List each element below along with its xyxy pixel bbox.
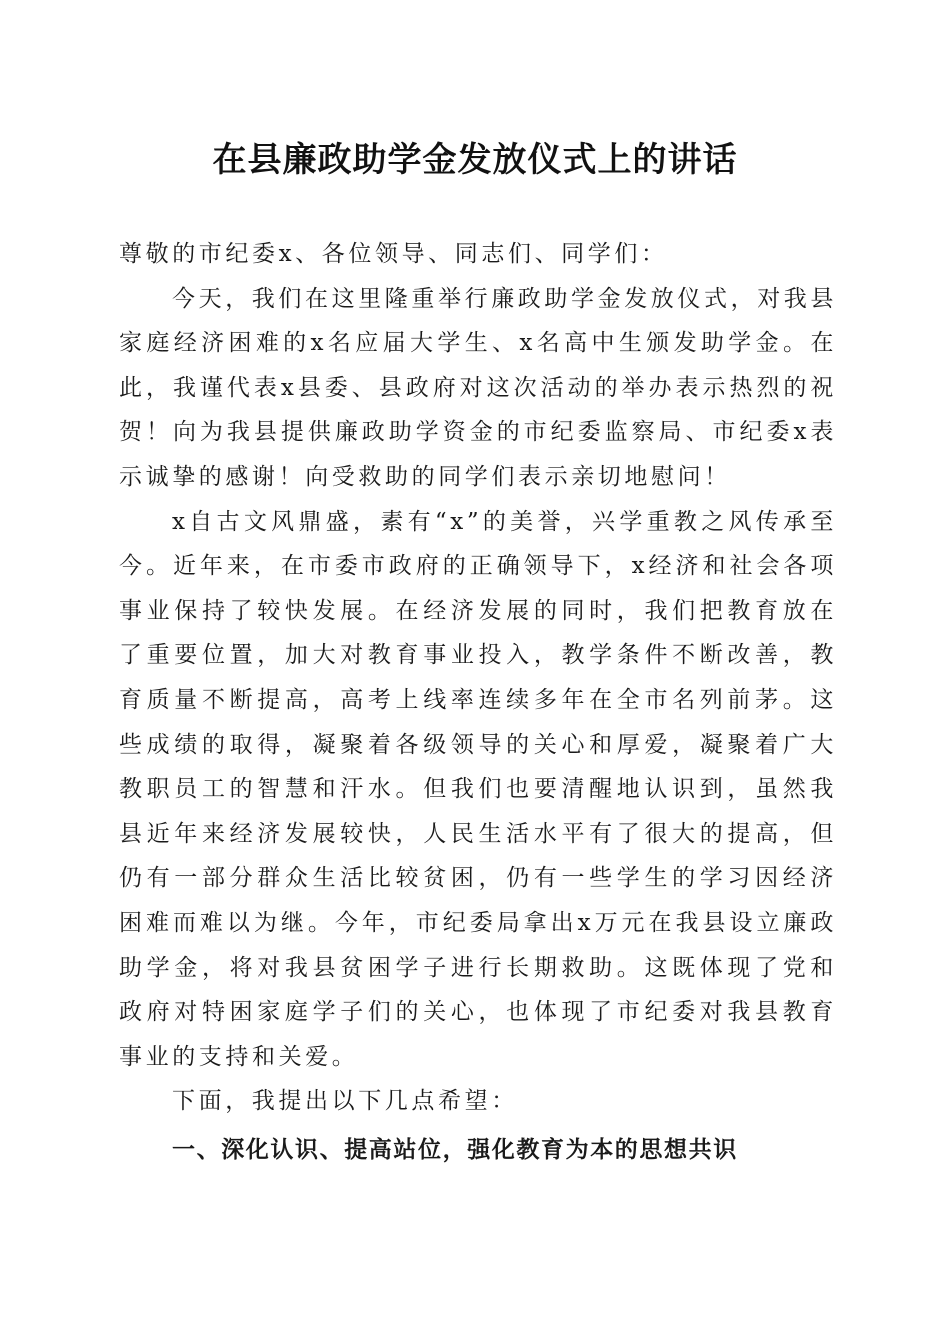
salutation: 尊敬的市纪委x、各位领导、同志们、同学们：	[119, 241, 668, 267]
page-title: 在县廉政助学金发放仪式上的讲话	[212, 140, 738, 180]
paragraph-opening: 今天，我们在这里隆重举行廉政助学金发放仪式，对我县家庭经济困难的x名应届大学生、x名高中生颁发助学金。在此，我谨代表x县委、县政府对这次活动的举办表示热烈的祝贺！向为我县提供廉政助学资金的市纪委监察局、市纪委x表示诚挚的感谢！向受救助的同学们表示亲切地慰问！	[119, 285, 837, 490]
paragraph-background: x自古文风鼎盛，素有“x”的美誉，兴学重教之风传承至今。近年来，在市委市政府的正确领导下，x经济和社会各项事业保持了较快发展。在经济发展的同时，我们把教育放在了重要位置，加大对教育事业投入，教学条件不断改善，教育质量不断提高，高考上线率连续多年在全市名列前茅。这些成绩的取得，凝聚着各级领导的关心和厚爱，凝聚着广大教职员工的智慧和汗水。但我们也要清醒地认识到，虽然我县近年来经济发展较快，人民生活水平有了很大的提高，但仍有一部分群众生活比较贫困，仍有一些学生的学习因经济困难而难以为继。今年，市纪委局拿出x万元在我县设立廉政助学金，将对我县贫困学子进行长期救助。这既体现了党和政府对特困家庭学子们的关心，也体现了市纪委对我县教育事业的支持和关爱。	[119, 508, 837, 1070]
section-heading-1: 一、深化认识、提高站位，强化教育为本的思想共识	[172, 1136, 738, 1163]
paragraph-transition: 下面，我提出以下几点希望：	[172, 1088, 518, 1115]
document-body	[119, 232, 837, 1172]
